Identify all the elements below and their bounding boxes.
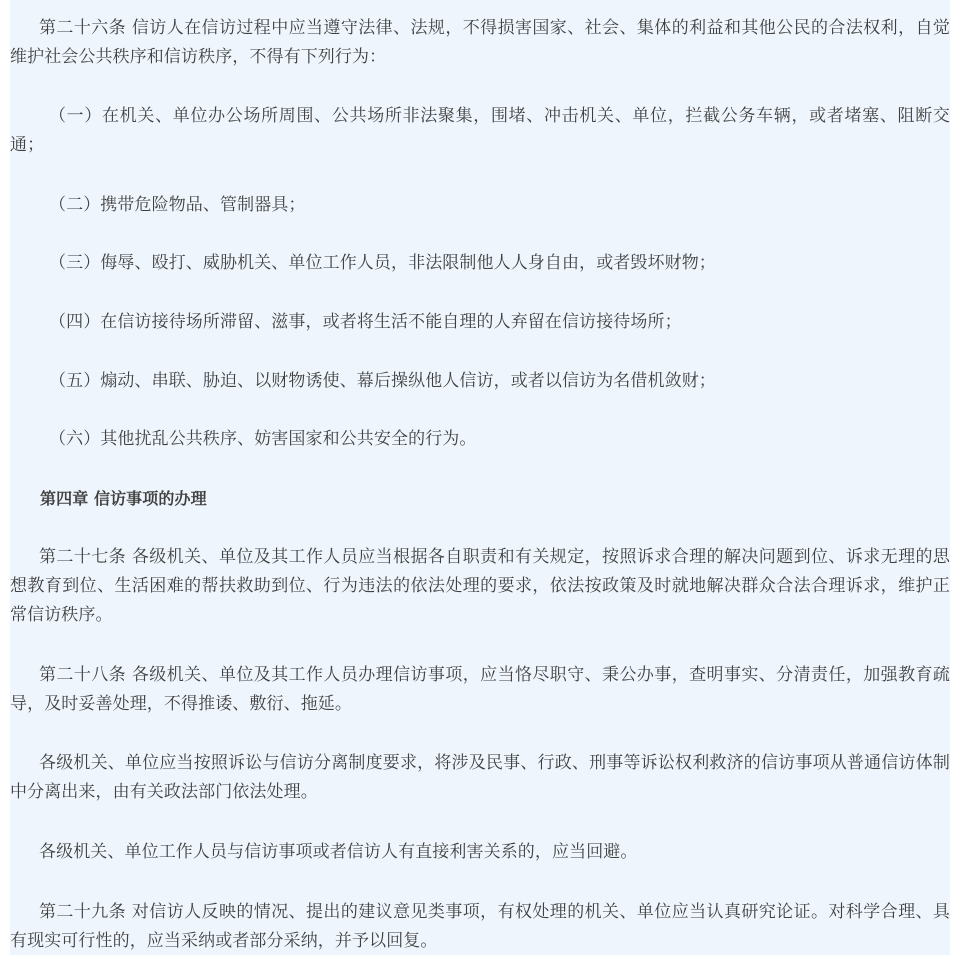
article-28-paragraph-3: 各级机关、单位工作人员与信访事项或者信访人有直接利害关系的，应当回避。: [39, 842, 638, 862]
article-29: 第二十九条 对信访人反映的情况、提出的建议意见类事项，有权处理的机关、单位应当认真研究论证。对科学合理、具有现实可行性的，应当采纳或者部分采纳，并予以回复。: [10, 902, 950, 951]
article-26: 第二十六条 信访人在信访过程中应当遵守法律、法规，不得损害国家、社会、集体的利益和其他公民的合法权利，自觉维护社会公共秩序和信访秩序，不得有下列行为：: [10, 18, 950, 67]
list-item: （五）煽动、串联、胁迫、以财物诱使、幕后操纵他人信访，或者以信访为名借机敛财；: [49, 371, 716, 391]
article-27: 第二十七条 各级机关、单位及其工作人员应当根据各自职责和有关规定，按照诉求合理的解决问题到位、诉求无理的思想教育到位、生活困难的帮扶救助到位、行为违法的依法处理的要求，依法按政策及时就地解决群众合法合理诉求，维护正常信访秩序。: [10, 547, 950, 625]
list-item: （一）在机关、单位办公场所周围、公共场所非法聚集，围堵、冲击机关、单位，拦截公务车辆，或者堵塞、阻断交通；: [10, 106, 950, 155]
list-item: （二）携带危险物品、管制器具；: [49, 195, 306, 215]
list-item: （六）其他扰乱公共秩序、妨害国家和公共安全的行为。: [49, 429, 477, 449]
article-28-paragraph-2: 各级机关、单位应当按照诉讼与信访分离制度要求，将涉及民事、行政、刑事等诉讼权利救济的信访事项从普通信访体制中分离出来，由有关政法部门依法处理。: [10, 753, 950, 802]
article-28: 第二十八条 各级机关、单位及其工作人员办理信访事项，应当恪尽职守、秉公办事，查明事实、分清责任，加强教育疏导，及时妥善处理，不得推诿、敷衍、拖延。: [10, 665, 950, 714]
list-item: （三）侮辱、殴打、威胁机关、单位工作人员，非法限制他人人身自由，或者毁坏财物；: [49, 253, 716, 273]
chapter-heading: 第四章 信访事项的办理: [40, 489, 207, 508]
document-page: [10, 0, 950, 955]
list-item: （四）在信访接待场所滞留、滋事，或者将生活不能自理的人弃留在信访接待场所；: [49, 312, 682, 332]
